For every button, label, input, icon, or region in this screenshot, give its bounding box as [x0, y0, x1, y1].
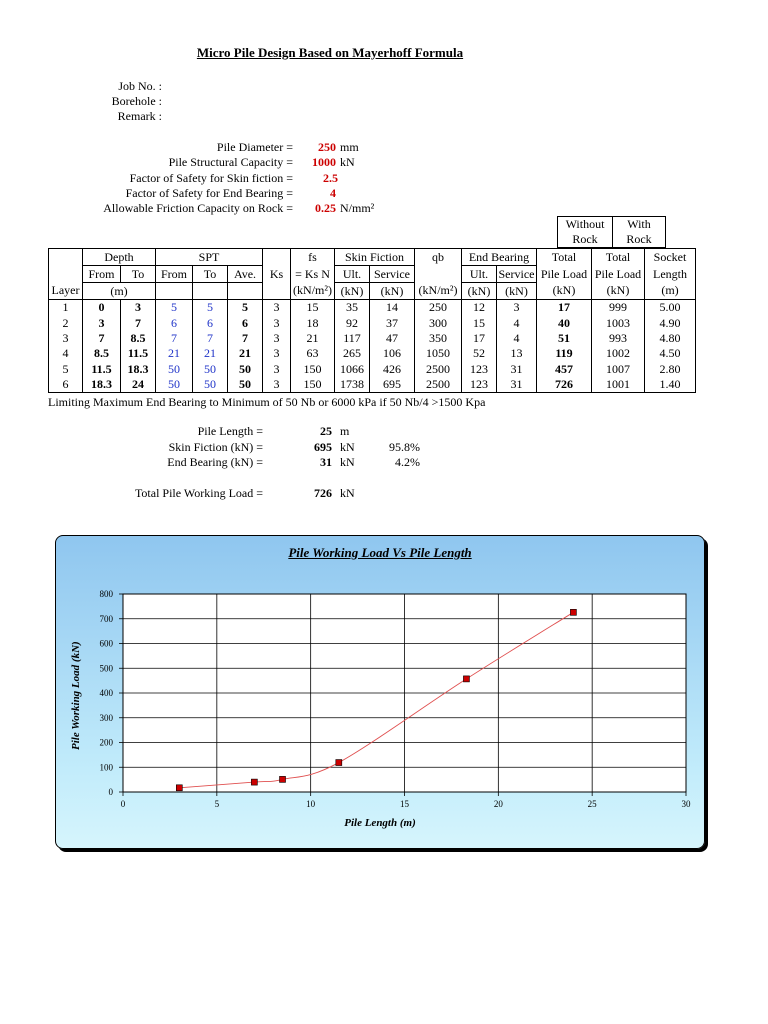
data-point [336, 760, 342, 766]
x-tick-label: 5 [214, 799, 220, 809]
cell-fs: 18 [291, 315, 335, 330]
pile-load-without-header: Pile Load [537, 266, 592, 283]
total-without-unit: (kN) [537, 283, 592, 300]
data-point [280, 776, 286, 782]
y-tick-label: 700 [99, 613, 113, 624]
remark-label: Remark : [117, 109, 162, 123]
cell-sf-service: 14 [370, 300, 415, 316]
sf-service-unit: (kN) [370, 283, 415, 300]
cell-socket: 1.40 [645, 377, 696, 393]
cell-spt-to: 6 [193, 315, 228, 330]
cell-sf-ult: 35 [335, 300, 370, 316]
cell-to: 18.3 [121, 362, 156, 377]
pile-length-label: Pile Length = [197, 424, 263, 438]
without-rock-header: Without Rock [558, 217, 613, 248]
with-rock-header: With Rock [613, 217, 666, 248]
cell-socket: 4.50 [645, 346, 696, 361]
depth-from-header: From [83, 266, 121, 283]
y-tick-label: 500 [99, 663, 113, 674]
cell-total-with: 999 [592, 300, 645, 316]
cell-layer: 4 [49, 346, 83, 361]
y-tick-label: 800 [99, 589, 113, 599]
sf-service-header: Service [370, 266, 415, 283]
cell-to: 7 [121, 315, 156, 330]
cell-sf-ult: 265 [335, 346, 370, 361]
cell-sf-service: 47 [370, 331, 415, 346]
page-title: Micro Pile Design Based on Mayerhoff Formula [196, 45, 464, 60]
cell-total-with: 1003 [592, 315, 645, 330]
x-tick-label: 15 [400, 799, 409, 809]
pile-length-unit: m [340, 424, 350, 438]
cell-layer: 2 [49, 315, 83, 330]
y-tick-label: 200 [99, 737, 113, 748]
total-without-header: Total [537, 249, 592, 266]
cell-to: 11.5 [121, 346, 156, 361]
cell-spt-to: 7 [193, 331, 228, 346]
cell-socket: 4.90 [645, 315, 696, 330]
fs-unit: (kN/m²) [291, 283, 335, 300]
cell-sf-service: 106 [370, 346, 415, 361]
cell-from: 3 [83, 315, 121, 330]
cell-to: 24 [121, 377, 156, 393]
cell-spt-from: 6 [156, 315, 193, 330]
total-load-unit: kN [340, 486, 355, 500]
cell-total-with: 1007 [592, 362, 645, 377]
data-point [176, 785, 182, 791]
cell-spt-to: 50 [193, 377, 228, 393]
end-bearing-value: 31 [320, 455, 332, 469]
skin-friction-header: Skin Fiction [335, 249, 415, 266]
data-point [463, 676, 469, 682]
skin-friction-value: 695 [314, 440, 332, 454]
y-tick-label: 0 [108, 787, 113, 797]
cell-sf-ult: 92 [335, 315, 370, 330]
cell-from: 8.5 [83, 346, 121, 361]
pile-length-value: 25 [320, 424, 332, 438]
cell-fs: 150 [291, 377, 335, 393]
eb-ult-header: Ult. [462, 266, 497, 283]
cell-ave: 50 [228, 362, 263, 377]
cell-spt-to: 50 [193, 362, 228, 377]
cell-ks: 3 [263, 377, 291, 393]
skin-friction-unit: kN [340, 440, 355, 454]
chart-y-axis-label: Pile Working Load (kN) [70, 641, 82, 750]
y-tick-label: 100 [99, 762, 113, 773]
cell-eb-ult: 15 [462, 315, 497, 330]
cell-eb-service: 31 [497, 362, 537, 377]
qb-unit: (kN/m²) [415, 283, 462, 300]
cell-ks: 3 [263, 362, 291, 377]
cell-layer: 6 [49, 377, 83, 393]
cell-to: 3 [121, 300, 156, 316]
data-point [251, 779, 257, 785]
pile-diameter-value: 250 [318, 140, 336, 154]
sf-ult-header: Ult. [335, 266, 370, 283]
total-load-label: Total Pile Working Load = [134, 486, 263, 500]
cell-fs: 21 [291, 331, 335, 346]
cell-qb: 250 [415, 300, 462, 316]
job-no-label: Job No. : [118, 79, 162, 93]
y-tick-label: 300 [99, 712, 113, 723]
cell-total-with: 1001 [592, 377, 645, 393]
cell-total-without: 726 [537, 377, 592, 393]
x-tick-label: 20 [493, 799, 503, 809]
cell-fs: 63 [291, 346, 335, 361]
borehole-label: Borehole : [111, 94, 162, 108]
cell-eb-service: 4 [497, 331, 537, 346]
cell-ks: 3 [263, 315, 291, 330]
cell-spt-from: 5 [156, 300, 193, 316]
spt-from-header: From [156, 266, 193, 283]
qb-header: qb [415, 249, 462, 266]
structural-capacity-label: Pile Structural Capacity = [168, 155, 293, 169]
cell-qb: 300 [415, 315, 462, 330]
cell-ave: 6 [228, 315, 263, 330]
skin-friction-label: Skin Fiction (kN) = [168, 440, 263, 454]
chart-title: Pile Working Load Vs Pile Length [288, 545, 472, 560]
rock-friction-unit: N/mm² [340, 201, 375, 215]
y-tick-label: 600 [99, 638, 113, 649]
layer-header: Layer [49, 283, 83, 300]
rock-friction-value: 0.25 [315, 201, 336, 215]
cell-socket: 2.80 [645, 362, 696, 377]
end-bearing-pct: 4.2% [395, 455, 420, 469]
spt-ave-header: Ave. [228, 266, 263, 283]
cell-fs: 150 [291, 362, 335, 377]
total-with-header: Total [592, 249, 645, 266]
cell-spt-from: 50 [156, 362, 193, 377]
cell-to: 8.5 [121, 331, 156, 346]
cell-eb-ult: 123 [462, 362, 497, 377]
fos-end-value: 4 [330, 186, 336, 200]
pile-diameter-label: Pile Diameter = [216, 140, 293, 154]
eb-service-unit: (kN) [497, 283, 537, 300]
socket-header: Socket [645, 249, 696, 266]
y-tick-label: 400 [99, 688, 113, 698]
fs-header: fs [291, 249, 335, 266]
cell-ave: 50 [228, 377, 263, 393]
eb-ult-unit: (kN) [462, 283, 497, 300]
structural-capacity-value: 1000 [312, 155, 336, 169]
cell-eb-service: 3 [497, 300, 537, 316]
cell-layer: 1 [49, 300, 83, 316]
pile-load-with-header: Pile Load [592, 266, 645, 283]
fos-skin-label: Factor of Safety for Skin fiction = [129, 171, 293, 185]
fos-end-label: Factor of Safety for End Bearing = [125, 186, 293, 200]
cell-layer: 5 [49, 362, 83, 377]
cell-from: 7 [83, 331, 121, 346]
cell-spt-from: 7 [156, 331, 193, 346]
cell-total-without: 457 [537, 362, 592, 377]
depth-unit: (m) [83, 283, 156, 300]
cell-ks: 3 [263, 300, 291, 316]
cell-sf-service: 426 [370, 362, 415, 377]
depth-header: Depth [83, 249, 156, 266]
cell-total-without: 51 [537, 331, 592, 346]
ks-header: Ks [263, 266, 291, 283]
cell-ave: 21 [228, 346, 263, 361]
sf-ult-unit: (kN) [335, 283, 370, 300]
x-tick-label: 10 [306, 799, 316, 809]
cell-total-without: 17 [537, 300, 592, 316]
socket-unit: (m) [645, 283, 696, 300]
cell-ks: 3 [263, 346, 291, 361]
cell-sf-service: 695 [370, 377, 415, 393]
end-bearing-header: End Bearing [462, 249, 537, 266]
skin-friction-pct: 95.8% [389, 440, 420, 454]
depth-to-header: To [121, 266, 156, 283]
cell-eb-ult: 123 [462, 377, 497, 393]
cell-total-with: 1002 [592, 346, 645, 361]
cell-total-with: 993 [592, 331, 645, 346]
x-tick-label: 25 [587, 799, 597, 809]
x-tick-label: 0 [120, 799, 126, 809]
cell-sf-service: 37 [370, 315, 415, 330]
cell-eb-ult: 12 [462, 300, 497, 316]
cell-sf-ult: 117 [335, 331, 370, 346]
cell-eb-ult: 17 [462, 331, 497, 346]
cell-spt-to: 21 [193, 346, 228, 361]
length-header: Length [645, 266, 696, 283]
data-point [570, 609, 576, 615]
cell-total-without: 119 [537, 346, 592, 361]
cell-qb: 2500 [415, 377, 462, 393]
cell-eb-service: 4 [497, 315, 537, 330]
spt-to-header: To [193, 266, 228, 283]
spt-header: SPT [156, 249, 263, 266]
cell-from: 0 [83, 300, 121, 316]
cell-eb-service: 31 [497, 377, 537, 393]
cell-from: 11.5 [83, 362, 121, 377]
cell-layer: 3 [49, 331, 83, 346]
cell-sf-ult: 1066 [335, 362, 370, 377]
cell-from: 18.3 [83, 377, 121, 393]
cell-ave: 7 [228, 331, 263, 346]
cell-spt-from: 50 [156, 377, 193, 393]
structural-capacity-unit: kN [340, 155, 355, 169]
cell-eb-service: 13 [497, 346, 537, 361]
cell-total-without: 40 [537, 315, 592, 330]
fs-formula-header: = Ks N [291, 266, 335, 283]
fos-skin-value: 2.5 [323, 171, 338, 185]
cell-sf-ult: 1738 [335, 377, 370, 393]
total-load-value: 726 [314, 486, 332, 500]
cell-spt-to: 5 [193, 300, 228, 316]
end-bearing-note: Limiting Maximum End Bearing to Minimum of 50 Nb or 6000 kPa if 50 Nb/4 >1500 Kpa [48, 395, 486, 409]
cell-eb-ult: 52 [462, 346, 497, 361]
rock-friction-label: Allowable Friction Capacity on Rock = [103, 201, 293, 215]
cell-ks: 3 [263, 331, 291, 346]
end-bearing-unit: kN [340, 455, 355, 469]
cell-fs: 15 [291, 300, 335, 316]
eb-service-header: Service [497, 266, 537, 283]
cell-qb: 350 [415, 331, 462, 346]
cell-qb: 2500 [415, 362, 462, 377]
cell-spt-from: 21 [156, 346, 193, 361]
cell-socket: 5.00 [645, 300, 696, 316]
cell-qb: 1050 [415, 346, 462, 361]
end-bearing-label: End Bearing (kN) = [167, 455, 263, 469]
cell-ave: 5 [228, 300, 263, 316]
total-with-unit: (kN) [592, 283, 645, 300]
pile-diameter-unit: mm [340, 140, 359, 154]
chart-x-axis-label: Pile Length (m) [344, 817, 416, 829]
cell-socket: 4.80 [645, 331, 696, 346]
x-tick-label: 30 [681, 799, 691, 809]
